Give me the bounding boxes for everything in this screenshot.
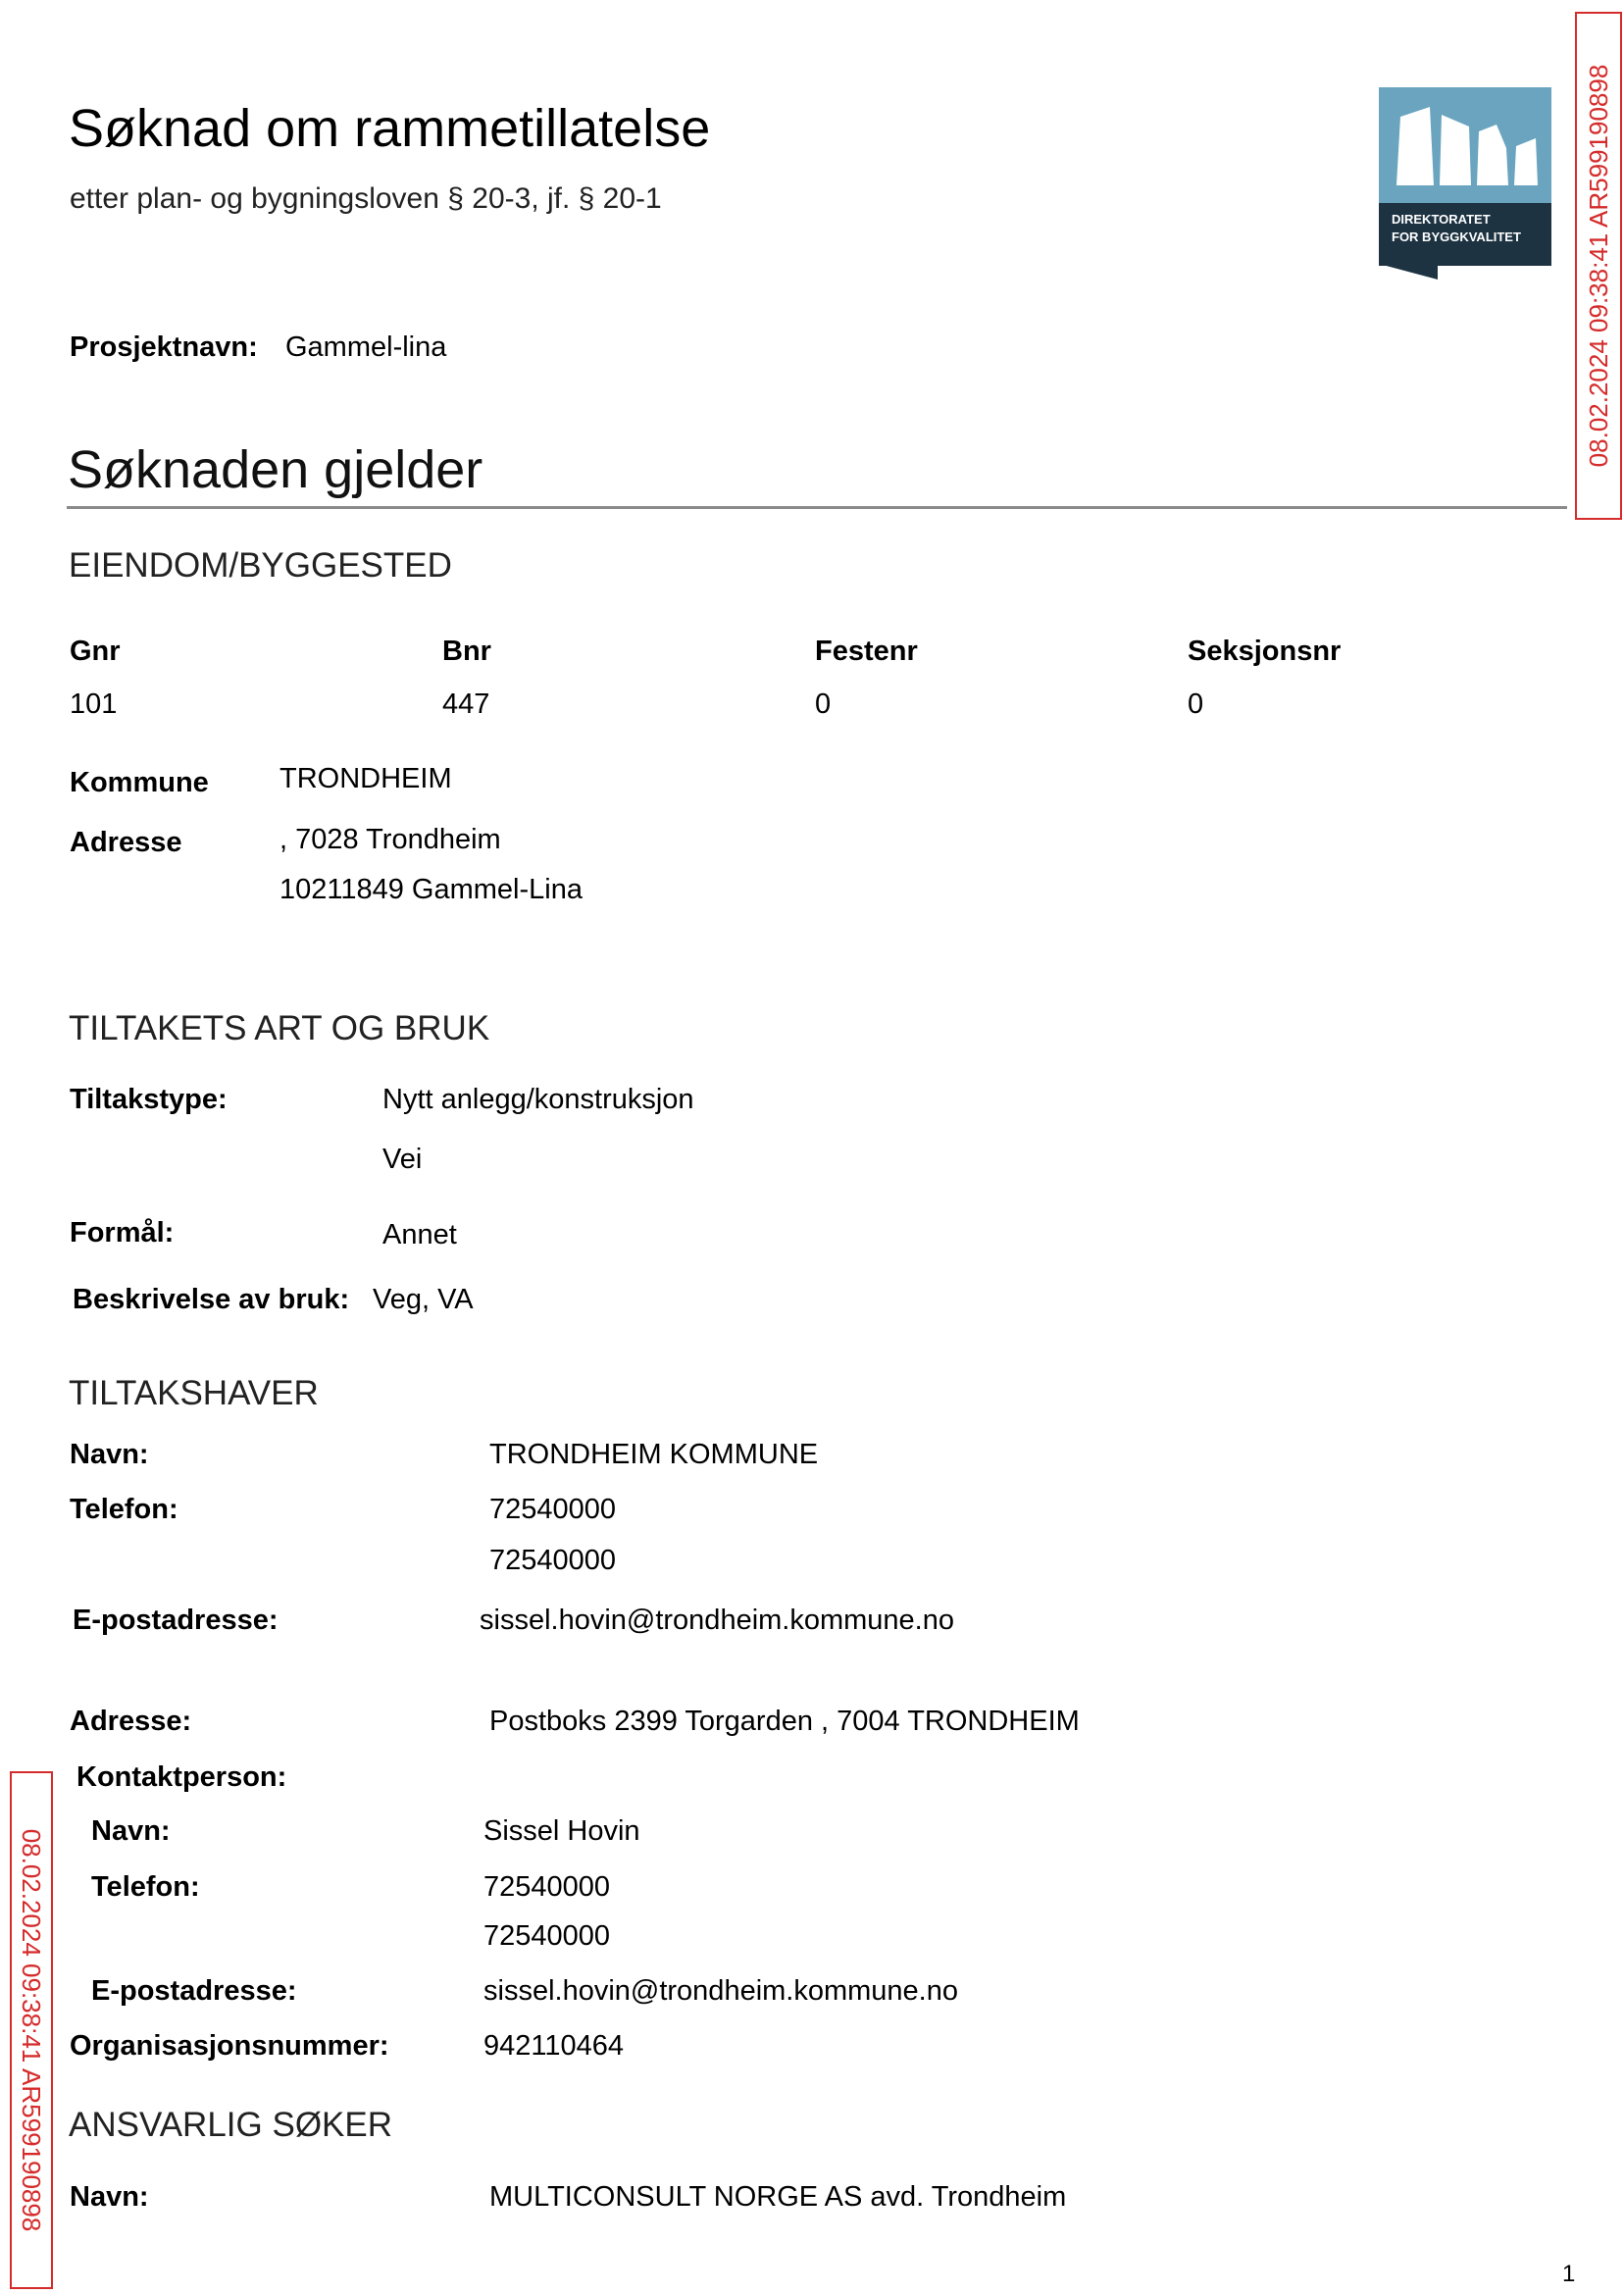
applicant-name-label: Navn: (70, 2181, 149, 2213)
owner-address-label: Adresse: (70, 1706, 192, 1737)
property-heading: EIENDOM/BYGGESTED (69, 546, 452, 585)
owner-email-label: E-postadresse: (73, 1605, 279, 1636)
owner-heading: TILTAKSHAVER (69, 1374, 319, 1412)
heading-divider (67, 506, 1567, 509)
logo-text: DIREKTORATET FOR BYGGKVALITET (1392, 212, 1521, 244)
owner-name-label: Navn: (70, 1439, 149, 1470)
contact-person-label: Kontaktperson: (76, 1761, 287, 1793)
dibk-logo (1379, 87, 1551, 276)
section-main-heading: Søknaden gjelder (68, 440, 483, 499)
owner-email-value: sissel.hovin@trondheim.kommune.no (480, 1605, 954, 1636)
bnr-value: 447 (442, 688, 490, 720)
logo-pennant-icon (1379, 264, 1438, 280)
project-name-label: Prosjektnavn: (70, 331, 258, 363)
bnr-label: Bnr (442, 636, 491, 667)
project-name-value: Gammel-lina (285, 331, 447, 363)
kommune-label: Kommune (70, 767, 209, 798)
contact-phone-value2: 72540000 (483, 1920, 611, 1952)
purpose-label: Formål: (70, 1217, 175, 1249)
kommune-value: TRONDHEIM (279, 763, 452, 794)
date-stamp-bottom: 08.02.2024 09:38:41 AR599190898 (10, 1771, 53, 2289)
owner-phone-value1: 72540000 (489, 1494, 617, 1525)
owner-phone-label: Telefon: (70, 1494, 178, 1525)
logo-buildings-icon (1379, 87, 1551, 203)
owner-address-value: Postboks 2399 Torgarden , 7004 TRONDHEIM (489, 1706, 1080, 1737)
date-stamp-top: 08.02.2024 09:38:41 AR599190898 (1575, 12, 1622, 520)
org-number-value: 942110464 (483, 2030, 625, 2062)
usage-label: Beskrivelse av bruk: (73, 1284, 350, 1315)
purpose-value: Annet (382, 1219, 457, 1250)
festenr-value: 0 (815, 688, 832, 720)
contact-name-label: Navn: (91, 1815, 171, 1847)
contact-email-value: sissel.hovin@trondheim.kommune.no (483, 1975, 958, 2007)
seksjonsnr-value: 0 (1188, 688, 1204, 720)
applicant-name-value: MULTICONSULT NORGE AS avd. Trondheim (489, 2181, 1067, 2213)
logo-emblem (1379, 87, 1551, 203)
document-subtitle: etter plan- og bygningsloven § 20-3, jf. § 20-1 (70, 182, 662, 215)
measure-type-value1: Nytt anlegg/konstruksjon (382, 1084, 694, 1115)
page-number: 1 (1562, 2261, 1576, 2287)
usage-value: Veg, VA (373, 1284, 474, 1315)
adresse-line1: , 7028 Trondheim (279, 824, 501, 855)
owner-name-value: TRONDHEIM KOMMUNE (489, 1439, 819, 1470)
measure-type-label: Tiltakstype: (70, 1084, 228, 1115)
contact-phone-label: Telefon: (91, 1871, 200, 1903)
contact-name-value: Sissel Hovin (483, 1815, 640, 1847)
gnr-label: Gnr (70, 636, 121, 667)
org-number-label: Organisasjonsnummer: (70, 2030, 389, 2062)
adresse-label: Adresse (70, 827, 182, 858)
adresse-line2: 10211849 Gammel-Lina (279, 874, 583, 905)
contact-phone-value1: 72540000 (483, 1871, 611, 1903)
document-title: Søknad om rammetillatelse (69, 99, 711, 158)
measure-heading: TILTAKETS ART OG BRUK (69, 1009, 490, 1047)
measure-type-value2: Vei (382, 1144, 423, 1175)
applicant-heading: ANSVARLIG SØKER (69, 2106, 393, 2144)
contact-email-label: E-postadresse: (91, 1975, 297, 2007)
festenr-label: Festenr (815, 636, 918, 667)
owner-phone-value2: 72540000 (489, 1545, 617, 1576)
gnr-value: 101 (70, 688, 118, 720)
seksjonsnr-label: Seksjonsnr (1188, 636, 1342, 667)
